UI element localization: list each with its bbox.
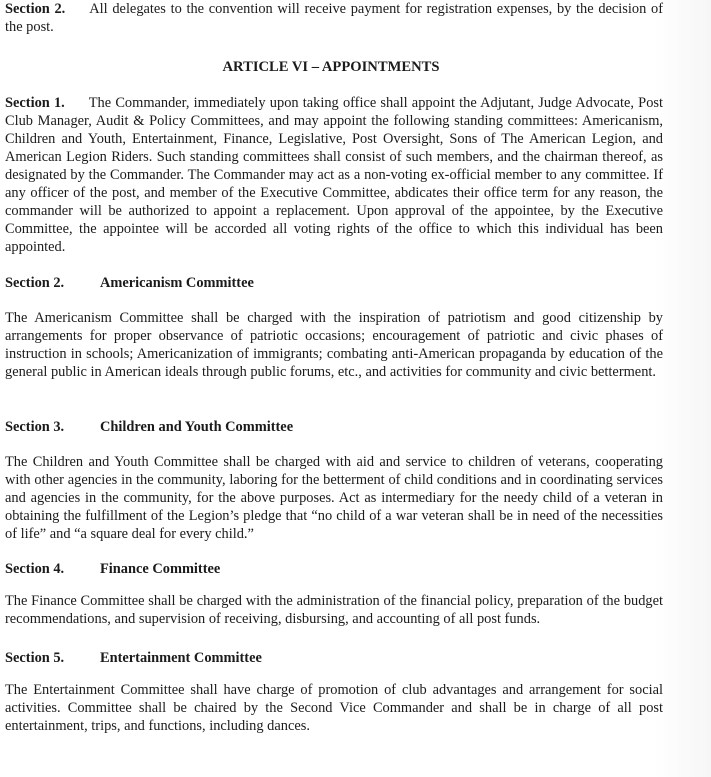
section-5-label: Section 5. bbox=[5, 650, 65, 666]
section-1-label: Section 1. bbox=[5, 95, 65, 111]
section-3-body bbox=[5, 453, 663, 543]
section-2-title: Americanism Committee bbox=[100, 275, 254, 291]
intro-paragraph bbox=[5, 0, 663, 36]
section-5-title: Entertainment Committee bbox=[100, 650, 262, 666]
section-2-heading bbox=[5, 274, 254, 292]
intro-section bbox=[5, 0, 663, 36]
section-2-label: Section 2. bbox=[5, 275, 65, 291]
section-1 bbox=[5, 94, 663, 256]
section-4-title: Finance Committee bbox=[100, 561, 221, 577]
section-2-body bbox=[5, 309, 663, 381]
intro-section-label: Section 2. bbox=[5, 1, 66, 17]
section-4-body bbox=[5, 592, 663, 628]
section-3-paragraph: The Children and Youth Committee shall be charged with aid and service to children of veterans, cooperating with other agencies in the community, laboring for the betterment of child conditions and in coordinating services and agencies in the community, for the above purposes. Act as intermediary for the needy child of a veteran in obtaining the fulfillment of the Legion’s pledge that “no child of a war veteran shall be in need of the necessities of life” and “a square deal for every child.” bbox=[5, 454, 663, 542]
section-1-paragraph bbox=[5, 94, 663, 256]
section-1-text: The Commander, immediately upon taking office shall appoint the Adjutant, Judge Advocate, Post Club Manager, Audit & Policy Committees, and may appoint the following standing committees: Americanism, Children and Youth, Entertainment, Finance, Legislative, Post Oversight, Sons of The American Legion, and American Legion Riders. Such standing committees shall consist of such members, and the chairman thereof, as designated by the Commander. The Commander may act as a non-voting ex-official member to any committee. If any officer of the post, and member of the Executive Committee, abdicates their office term for any reason, the commander will be authorized to appoint a replacement. Upon approval of the appointee, by the Executive Committee, the appointee will be accorded all voting rights of the office to which this individual has been appointed. bbox=[5, 95, 663, 255]
article-title: ARTICLE VI – APPOINTMENTS bbox=[222, 59, 440, 75]
section-3-label: Section 3. bbox=[5, 419, 65, 435]
intro-section-text: All delegates to the convention will receive payment for registration expenses, by the decision of the post. bbox=[5, 1, 663, 35]
section-4-heading bbox=[5, 560, 220, 578]
section-4-paragraph: The Finance Committee shall be charged with the administration of the financial policy, preparation of the budget recommendations, and supervision of receiving, disbursing, and accounting of all post funds. bbox=[5, 593, 663, 627]
section-3-title: Children and Youth Committee bbox=[100, 419, 294, 435]
section-4-label: Section 4. bbox=[5, 561, 65, 577]
section-5-heading bbox=[5, 649, 262, 667]
section-5-paragraph: The Entertainment Committee shall have charge of promotion of club advantages and arrangement for social activities. Committee shall be chaired by the Second Vice Commander and shall be in charge of all post entertainment, trips, and functions, including dances. bbox=[5, 682, 663, 734]
section-5-body bbox=[5, 681, 663, 735]
section-3-heading bbox=[5, 418, 293, 436]
section-2-paragraph: The Americanism Committee shall be charged with the inspiration of patriotism and good citizenship by arrangements for proper observance of patriotic occasions; encouragement of patriotic and civic phases of instruction in schools; Americanization of immigrants; combating anti-American propaganda by education of the general public in American ideals through public forums, etc., and activities for community and civic betterment. bbox=[5, 310, 663, 380]
